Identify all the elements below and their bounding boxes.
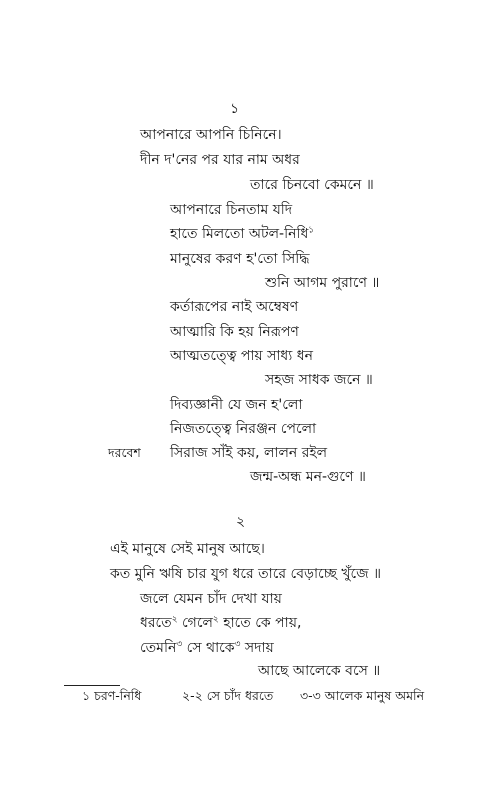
verse-line: জলে যেমন চাঁদ দেখা যায় (140, 591, 282, 607)
verse-refrain: জন্ম-অন্ধ মন-গুণে ॥ (250, 469, 366, 485)
verse-refrain: আছে আলেকে বসে ॥ (258, 663, 381, 679)
verse-line: আপনারে চিনতাম যদি (170, 202, 293, 218)
verse-line: কত মুনি ঋষি চার যুগ ধরে তারে বেড়াচ্ছে খুঁজে ॥ (110, 566, 382, 582)
verse-line: মানুষের করণ হ'তো সিদ্ধি (170, 251, 310, 267)
footnote: ১ চরণ-নিধি (82, 688, 142, 703)
verse-line: ধরতে$^২$ গেলে$^২$ হাতে কে পায়, (140, 614, 302, 631)
verse-line: এই মানুষে সেই মানুষ আছে। (110, 541, 265, 557)
verse-line: তেমনি$^৩$ সে থাকে$^৩$ সদায় (140, 639, 274, 656)
verse-line: হাতে মিলতো অটল-নিধি$^১$ (170, 225, 315, 242)
footnote-marker: ১ (308, 225, 315, 236)
side-label: দরবেশ (108, 445, 141, 460)
verse-line: নিজতত্ত্বে নিরঞ্জন পেলো (170, 421, 317, 437)
footnote-marker: ২ (171, 614, 178, 625)
footnote: ৩-৩ আলেক মানুষ অমনি (300, 688, 425, 703)
footnote-marker: ৩ (234, 639, 241, 650)
verse-refrain: সহজ সাধক জনে ॥ (265, 372, 373, 388)
footnote: ২-২ সে চাঁদ ধরতে (182, 688, 274, 703)
footnote-marker: ২ (212, 614, 219, 625)
verse-refrain: তারে চিনবো কেমনে ॥ (250, 177, 374, 193)
verse-line: দিব্যজ্ঞানী যে জন হ'লো (170, 397, 303, 413)
verse-refrain: শুনি আগম পুরাণে ॥ (265, 275, 380, 291)
verse-line: দীন দ'নের পর যার নাম অধর (140, 152, 300, 168)
verse-line: আত্মতত্ত্বে পায় সাধ্য ধন (170, 348, 313, 364)
verse-line: আপনারে আপনি চিনিনে। (140, 127, 282, 143)
song-2-number: ২ (236, 514, 246, 530)
footnote-rule (64, 685, 120, 686)
verse-line: আত্মারি কি হয় নিরূপণ (170, 324, 299, 340)
song-1-number: ১ (230, 101, 240, 117)
verse-line: সিরাজ সাঁই কয়, লালন রইল (170, 445, 328, 461)
footnote-marker: ৩ (176, 639, 183, 650)
verse-line: কর্তারূপের নাই অম্বেষণ (170, 299, 299, 315)
